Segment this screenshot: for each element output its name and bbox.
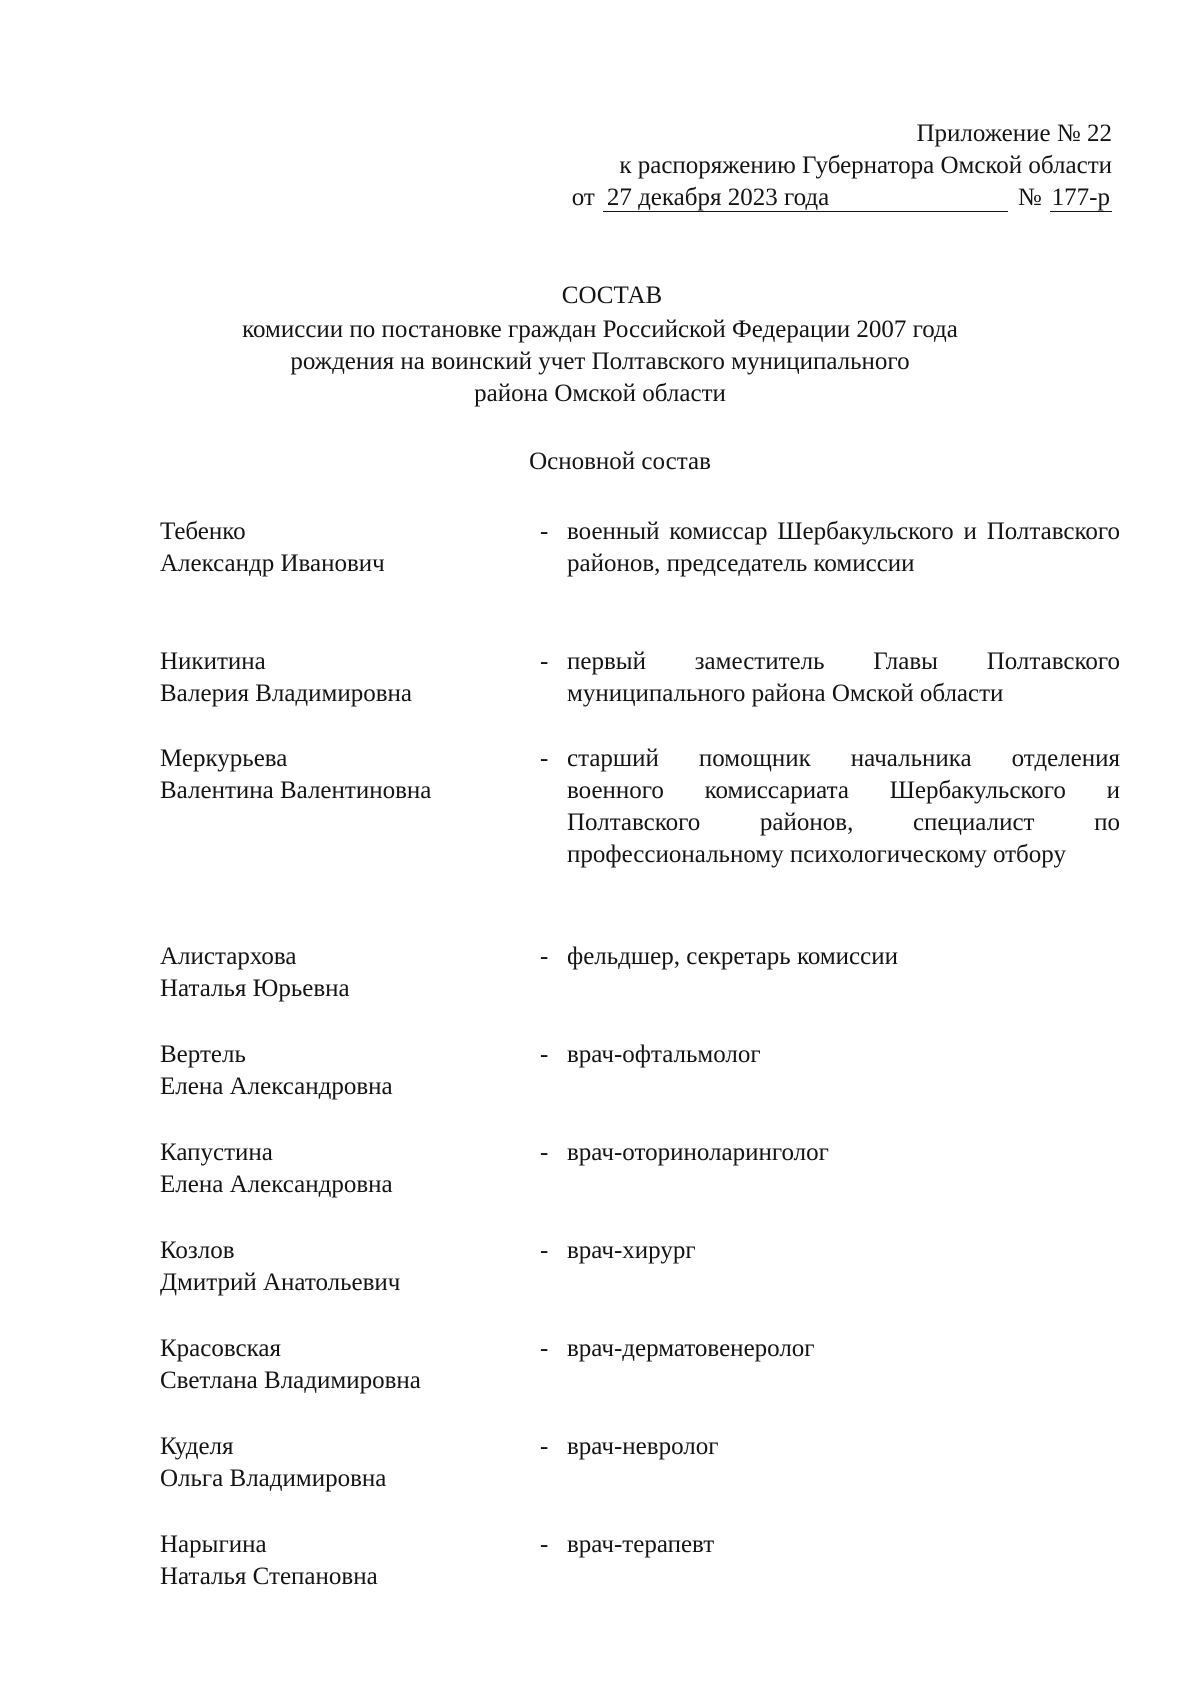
member-name [160,1137,520,1201]
member-surname: Вертель [160,1041,246,1068]
member-dash: - [540,648,549,675]
section-heading: Основной состав [529,448,711,475]
member-name [160,1333,520,1397]
member-name [160,1039,520,1103]
member-given-names: Елена Александровна [160,1073,393,1100]
member-surname: Красовская [160,1335,281,1362]
member-role: врач-оториноларинголог [567,1139,829,1166]
member-role: врач-невролог [567,1433,719,1460]
member-surname: Меркурьева [160,745,288,772]
member-role: врач-офтальмолог [567,1041,761,1068]
member-role: первый заместитель Главы Полтавского муниципального района Омской области [567,648,1120,707]
member-name [160,1529,520,1593]
member-surname: Нарыгина [160,1531,267,1558]
member-name [160,646,520,710]
from-label: от [571,184,595,211]
annex-date-line [512,182,1112,214]
member-dash: - [540,1531,549,1558]
member-dash: - [540,1139,549,1166]
member-given-names: Светлана Владимировна [160,1367,421,1394]
document-title: СОСТАВ [561,282,663,309]
member-surname: Козлов [160,1237,235,1264]
document-title-block [0,280,1200,410]
member-name [160,1431,520,1495]
member-surname: Тебенко [160,518,246,545]
member-surname: Никитина [160,648,266,675]
member-dash: - [540,1041,549,1068]
document-subtitle-line-1: комиссии по постановке граждан Российской Федерации 2007 года [242,316,958,343]
member-role: фельдшер, секретарь комиссии [567,943,899,970]
annex-number: Приложение № 22 [916,120,1112,147]
member-name [160,1235,520,1299]
member-name [160,516,520,580]
number-label: № [1017,184,1042,211]
member-dash: - [540,745,549,772]
annex-block [512,118,1112,214]
member-name [160,941,520,1005]
member-given-names: Наталья Юрьевна [160,975,350,1002]
member-dash: - [540,1433,549,1460]
member-role: врач-терапевт [567,1531,715,1558]
member-role: военный комиссар Шербакульского и Полтавского районов, председатель комиссии [567,518,1120,577]
member-dash: - [540,1335,549,1362]
order-number: 177-р [1051,184,1110,211]
member-given-names: Ольга Владимировна [160,1465,387,1492]
order-date: 27 декабря 2023 года [603,185,1008,212]
document-subtitle-line-3: района Омской области [474,380,726,407]
member-surname: Куделя [160,1433,234,1460]
member-given-names: Елена Александровна [160,1171,393,1198]
member-given-names: Александр Иванович [160,550,385,577]
member-surname: Капустина [160,1139,273,1166]
member-role: старший помощник начальника отделения военного комиссариата Шербакульского и Полтавского районов, специалист по профессиональному психологическому отбору [567,745,1120,868]
member-role: врач-дерматовенеролог [567,1335,815,1362]
member-dash: - [540,943,549,970]
document-subtitle-line-2: рождения на воинский учет Полтавского муниципального [290,348,910,375]
member-surname: Алистархова [160,943,297,970]
member-dash: - [540,1237,549,1264]
member-name [160,743,520,807]
member-given-names: Валерия Владимировна [160,680,413,707]
member-given-names: Дмитрий Анатольевич [160,1269,401,1296]
annex-reference: к распоряжению Губернатора Омской области [619,152,1112,179]
member-dash: - [540,518,549,545]
member-given-names: Наталья Степановна [160,1563,378,1590]
member-given-names: Валентина Валентиновна [160,777,432,804]
member-role: врач-хирург [567,1237,696,1264]
